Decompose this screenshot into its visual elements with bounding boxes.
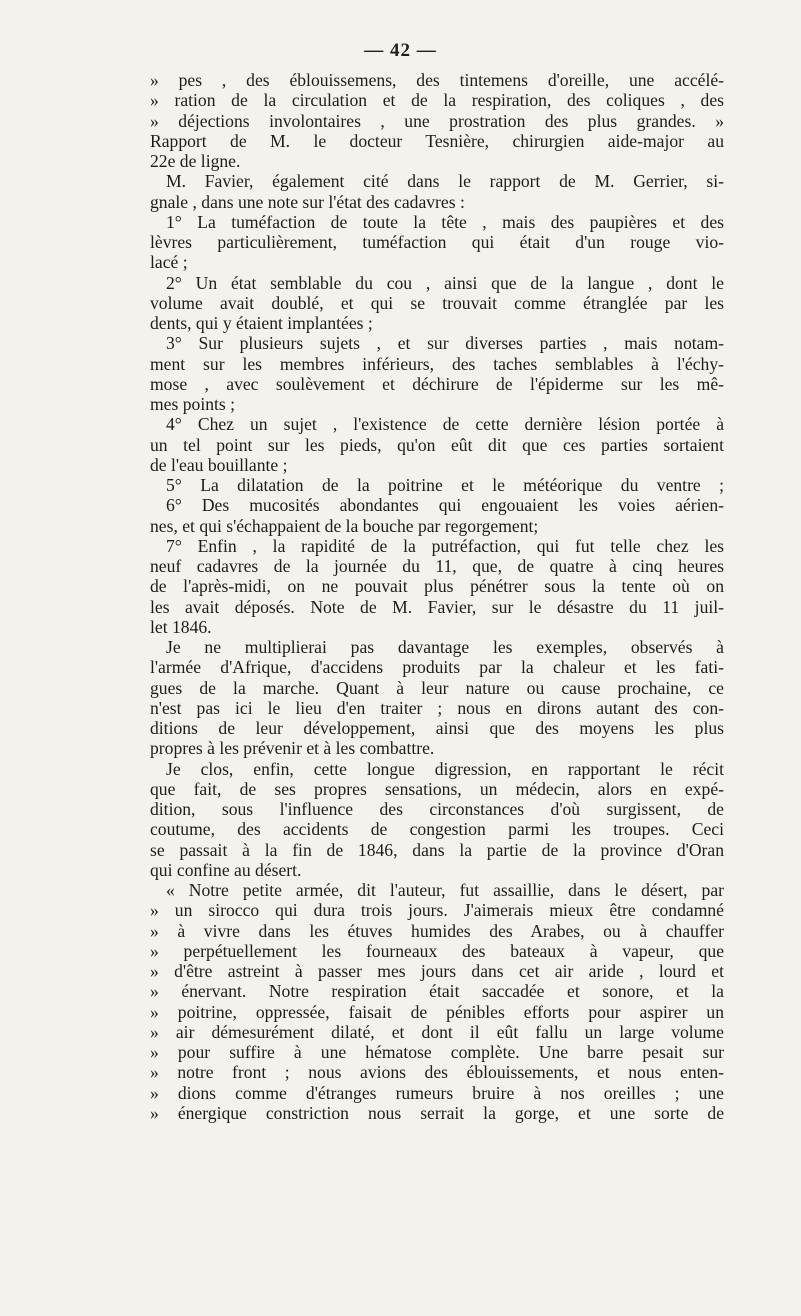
text-line: » d'être astreint à passer mes jours dans cet air aride , lourd et (150, 961, 724, 981)
text-line: » pes , des éblouissemens, des tintemens d'oreille, une accélé- (150, 70, 724, 90)
text-line: coutume, des accidents de congestion parmi les troupes. Ceci (150, 819, 724, 840)
text-line: neuf cadavres de la journée du 11, que, de quatre à cinq heures (150, 556, 724, 576)
text-line: nes, et qui s'échappaient de la bouche par regorgement; (150, 515, 539, 536)
text-line: » un sirocco qui dura trois jours. J'aimerais mieux être condamné (150, 900, 724, 921)
text-line: 6° Des mucosités abondantes qui engouaient les voies aérien- (166, 495, 724, 516)
text-line: » à vivre dans les étuves humides des Arabes, ou à chauffer (150, 920, 724, 941)
text-line: » énergique constriction nous serrait la gorge, et une sorte de (150, 1102, 724, 1123)
page-number: — 42 — (364, 40, 437, 61)
text-line: Rapport de M. le docteur Tesnière, chirurgien aide-major au (150, 130, 724, 151)
text-line: « Notre petite armée, dit l'auteur, fut assaillie, dans le désert, par (166, 880, 724, 900)
text-line: un tel point sur les pieds, qu'on eût dit que ces parties sortaient (150, 434, 724, 455)
text-line: volume avait doublé, et qui se trouvait comme étranglée par les (150, 292, 724, 313)
text-line: de l'eau bouillante ; (150, 454, 288, 475)
text-line: gnale , dans une note sur l'état des cadavres : (150, 191, 465, 212)
text-line: » notre front ; nous avions des éblouissements, et nous enten- (150, 1062, 724, 1083)
text-line: de l'après-midi, on ne pouvait plus pénétrer sous la tente où on (150, 576, 724, 597)
text-line: dents, qui y étaient implantées ; (150, 313, 373, 333)
text-line: 4° Chez un sujet , l'existence de cette dernière lésion portée à (166, 414, 724, 435)
text-line: » perpétuellement les fourneaux des bateaux à vapeur, que (150, 940, 724, 961)
text-line: » air démesurément dilaté, et dont il eût fallu un large volume (150, 1021, 724, 1042)
text-line: 22e de ligne. (150, 151, 241, 171)
text-line: se passait à la fin de 1846, dans la partie de la province d'Oran (150, 839, 724, 860)
text-line: » déjections involontaires , une prostration des plus grandes. » (150, 110, 724, 131)
text-line: lacé ; (150, 252, 188, 273)
text-line: l'armée d'Afrique, d'accidens produits par la chaleur et les fati- (150, 657, 724, 678)
text-line: qui confine au désert. (150, 859, 302, 880)
text-line: mose , avec soulèvement et déchirure de l'épiderme sur les mê- (150, 373, 724, 394)
text-line: 5° La dilatation de la poitrine et le météorique du ventre ; (166, 475, 724, 495)
text-line: 7° Enfin , la rapidité de la putréfaction, qui fut telle chez les (166, 535, 724, 556)
body-text (150, 70, 724, 1123)
text-line: 3° Sur plusieurs sujets , et sur diverses parties , mais notam- (166, 333, 724, 354)
text-line: » pour suffire à une hématose complète. Une barre pesait sur (150, 1042, 724, 1062)
text-line: Je ne multiplierai pas davantage les exemples, observés à (166, 637, 724, 657)
text-line: mes points ; (150, 394, 236, 414)
text-line: gues de la marche. Quant à leur nature ou cause prochaine, ce (150, 677, 724, 698)
text-line: let 1846. (150, 616, 212, 637)
text-line: Je clos, enfin, cette longue digression, en rapportant le récit (166, 758, 724, 779)
text-line: propres à les prévenir et à les combattre. (150, 738, 435, 759)
text-line: 2° Un état semblable du cou , ainsi que de la langue , dont le (166, 272, 724, 293)
text-line: les avait déposés. Note de M. Favier, sur le désastre du 11 juil- (150, 596, 724, 617)
text-line: » dions comme d'étranges rumeurs bruire à nos oreilles ; une (150, 1082, 724, 1103)
text-line: 1° La tuméfaction de toute la tête , mais des paupières et des (166, 211, 724, 232)
text-line: n'est pas ici le lieu d'en traiter ; nous en dirons autant des con- (150, 697, 724, 718)
text-line: ment sur les membres inférieurs, des taches semblables à l'échy- (150, 353, 724, 374)
text-line: » poitrine, oppressée, faisait de pénibles efforts pour aspirer un (150, 1001, 724, 1022)
text-line: M. Favier, également cité dans le rapport de M. Gerrier, si- (166, 171, 724, 192)
text-line: » énervant. Notre respiration était saccadée et sonore, et la (150, 981, 724, 1002)
text-line: lèvres particulièrement, tuméfaction qui était d'un rouge vio- (150, 232, 724, 252)
text-line: dition, sous l'influence des circonstances d'où surgissent, de (150, 799, 724, 819)
text-line: que fait, de ses propres sensations, un médecin, alors en expé- (150, 778, 724, 799)
text-line: ditions de leur développement, ainsi que des moyens les plus (150, 718, 724, 738)
text-line: » ration de la circulation et de la respiration, des coliques , des (150, 90, 724, 111)
